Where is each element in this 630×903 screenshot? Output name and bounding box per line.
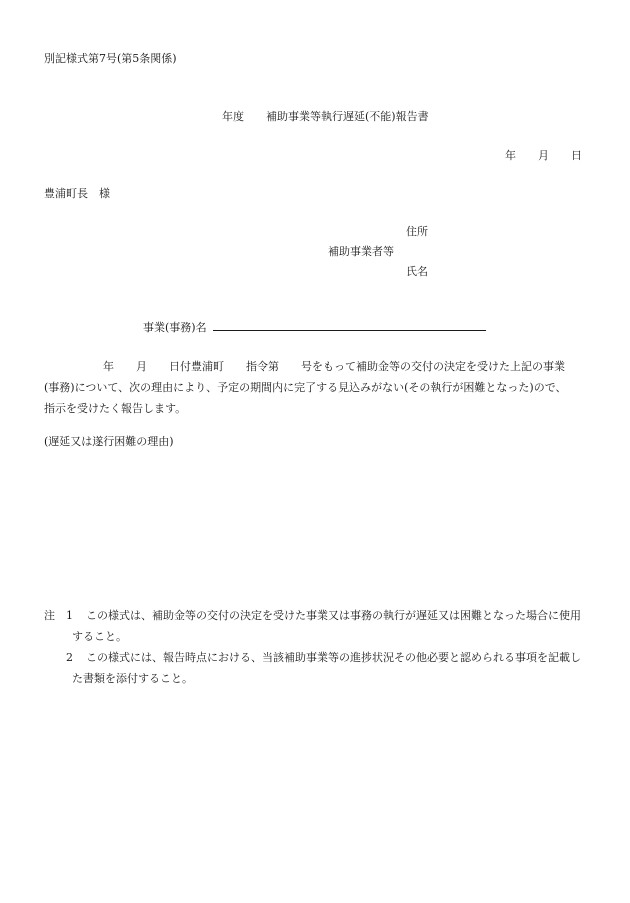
note-item-1: [44, 605, 594, 626]
addressee: 豊浦町長 様: [44, 187, 110, 200]
form-number: 別記様式第7号(第5条関係): [44, 52, 177, 65]
body-line-2: (事務)について、次の理由により、予定の期間内に完了する見込みがない(その執行が困難となった)ので、: [44, 381, 567, 394]
note-number: 2: [66, 651, 73, 664]
project-name-underline: [213, 330, 486, 331]
note-continuation: すること。: [72, 630, 127, 643]
notes-prefix: 注: [44, 609, 55, 622]
note-continuation: た書類を添付すること。: [72, 672, 193, 685]
document-title: 年度 補助事業等執行遅延(不能)報告書: [222, 110, 429, 123]
note-item-2: [44, 647, 594, 668]
notes-section: [44, 605, 594, 689]
body-line-3: 指示を受けたく報告します。: [44, 402, 187, 415]
note-number: 1: [66, 609, 73, 622]
project-name-label: 事業(事務)名: [143, 321, 207, 334]
note-text: この様式には、報告時点における、当該補助事業等の進捗状況その他必要と認められる事項を記載し: [86, 651, 581, 664]
date-day: 日: [571, 149, 582, 162]
date-year: 年: [505, 149, 516, 162]
date-line: [505, 147, 582, 163]
note-text: この様式は、補助金等の交付の決定を受けた事業又は事務の執行が遅延又は困難となった場合に使用: [86, 609, 581, 622]
body-paragraph: [44, 356, 589, 419]
reason-label: (遅延又は遂行困難の理由): [44, 435, 174, 448]
date-month: 月: [538, 149, 549, 162]
body-line-1: 年 月 日付豊浦町 指令第 号をもって補助金等の交付の決定を受けた上記の事業: [103, 360, 565, 373]
name-label: 氏名: [406, 265, 428, 278]
address-label: 住所: [406, 225, 428, 238]
applicant-role-label: 補助事業者等: [328, 245, 394, 258]
